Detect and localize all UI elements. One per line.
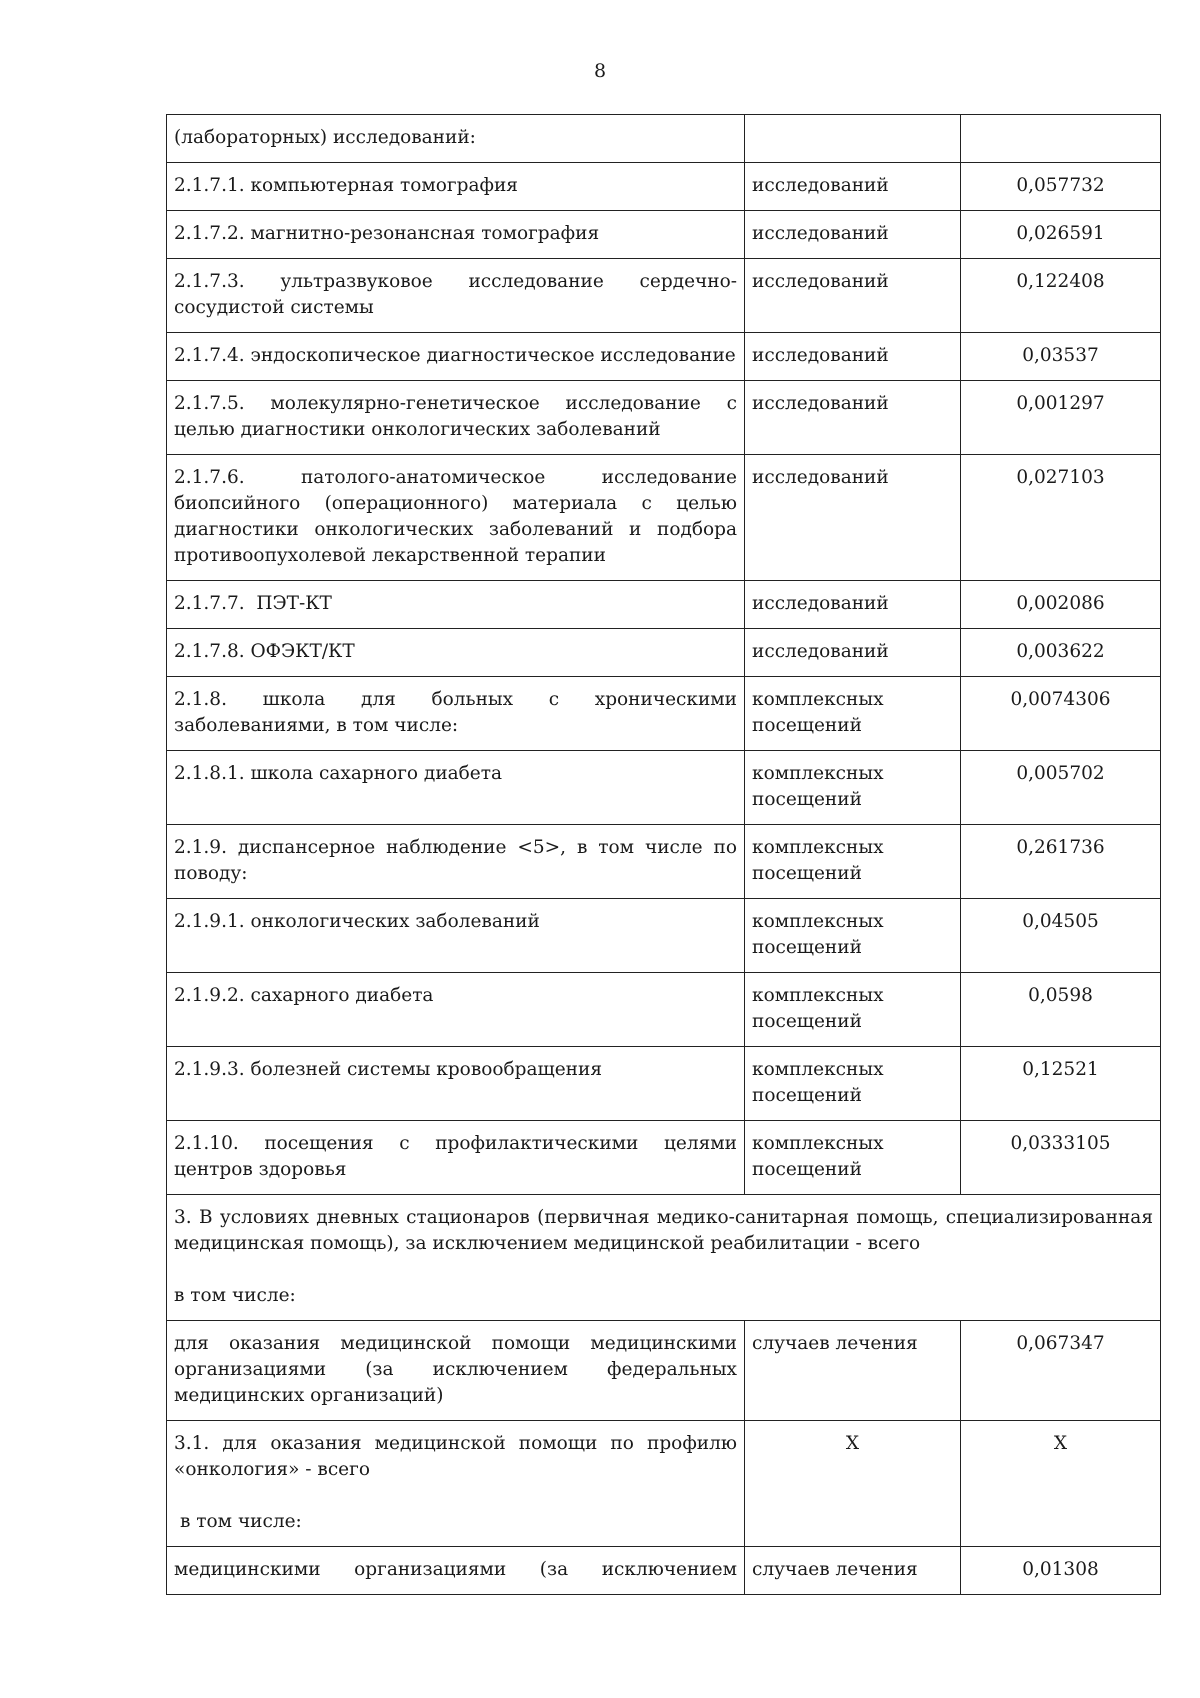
section-heading: 3. В условиях дневных стационаров (первичная медико-санитарная помощь, специализированная медицинская помощь), за исключением медицинской реабилитации - всего — [174, 1207, 1153, 1254]
row-name: 2.1.7.2. магнитно-резонансная томография — [167, 211, 745, 259]
row-name-cell — [167, 1421, 745, 1547]
table-row — [167, 677, 1161, 751]
section-subheading: в том числе: — [174, 1285, 296, 1306]
indicators-table — [166, 114, 1161, 1595]
table-row — [167, 751, 1161, 825]
table-row — [167, 333, 1161, 381]
row-unit: комплексных посещений — [745, 677, 961, 751]
row-value — [961, 115, 1161, 163]
table-row — [167, 581, 1161, 629]
section-heading-cell — [167, 1195, 1161, 1321]
row-value: 0,003622 — [961, 629, 1161, 677]
table-row — [167, 455, 1161, 581]
row-unit: исследований — [745, 259, 961, 333]
row-value: 0,057732 — [961, 163, 1161, 211]
row-name: 2.1.9.2. сахарного диабета — [167, 973, 745, 1047]
row-value: Х — [961, 1421, 1161, 1547]
row-name: 2.1.7.1. компьютерная томография — [167, 163, 745, 211]
row-unit: комплексных посещений — [745, 751, 961, 825]
row-value: 0,03537 — [961, 333, 1161, 381]
row-name: (лабораторных) исследований: — [167, 115, 745, 163]
row-value: 0,027103 — [961, 455, 1161, 581]
row-name: 2.1.10. посещения с профилактическими целями центров здоровья — [167, 1121, 745, 1195]
row-name: 2.1.7.7. ПЭТ-КТ — [167, 581, 745, 629]
row-subheading: в том числе: — [180, 1511, 302, 1532]
row-name: 2.1.7.6. патолого-анатомическое исследование биопсийного (операционного) материала с целью диагностики онкологических заболеваний и подбора противоопухолевой лекарственной терапии — [167, 455, 745, 581]
row-name: 2.1.8.1. школа сахарного диабета — [167, 751, 745, 825]
table-row — [167, 1047, 1161, 1121]
row-unit: исследований — [745, 381, 961, 455]
row-value: 0,001297 — [961, 381, 1161, 455]
row-unit: комплексных посещений — [745, 1121, 961, 1195]
row-unit: комплексных посещений — [745, 1047, 961, 1121]
row-value: 0,01308 — [961, 1547, 1161, 1595]
table-row — [167, 899, 1161, 973]
row-name: 2.1.7.3. ультразвуковое исследование сердечно-сосудистой системы — [167, 259, 745, 333]
row-value: 0,026591 — [961, 211, 1161, 259]
row-name: 2.1.7.5. молекулярно-генетическое исследование с целью диагностики онкологических заболеваний — [167, 381, 745, 455]
row-name: 2.1.8. школа для больных с хроническими заболеваниями, в том числе: — [167, 677, 745, 751]
table-row — [167, 825, 1161, 899]
row-unit: комплексных посещений — [745, 899, 961, 973]
row-name: 3.1. для оказания медицинской помощи по профилю «онкология» - всего — [174, 1433, 737, 1480]
row-name: для оказания медицинской помощи медицинскими организациями (за исключением федеральных медицинских организаций) — [167, 1321, 745, 1421]
row-unit: исследований — [745, 163, 961, 211]
table-row — [167, 211, 1161, 259]
row-unit: случаев лечения — [745, 1547, 961, 1595]
table-row — [167, 1321, 1161, 1421]
table-row — [167, 259, 1161, 333]
row-unit: исследований — [745, 581, 961, 629]
table-row — [167, 629, 1161, 677]
section-row — [167, 1195, 1161, 1321]
row-unit: Х — [745, 1421, 961, 1547]
row-unit: исследований — [745, 629, 961, 677]
row-unit: случаев лечения — [745, 1321, 961, 1421]
row-value: 0,067347 — [961, 1321, 1161, 1421]
row-value: 0,002086 — [961, 581, 1161, 629]
row-name: медицинскими организациями (за исключением — [167, 1547, 745, 1595]
table-row — [167, 1121, 1161, 1195]
row-name: 2.1.7.8. ОФЭКТ/КТ — [167, 629, 745, 677]
row-value: 0,0333105 — [961, 1121, 1161, 1195]
row-unit: исследований — [745, 455, 961, 581]
row-value: 0,0598 — [961, 973, 1161, 1047]
row-value: 0,0074306 — [961, 677, 1161, 751]
row-value: 0,122408 — [961, 259, 1161, 333]
table-row — [167, 1421, 1161, 1547]
row-unit: исследований — [745, 211, 961, 259]
row-name: 2.1.7.4. эндоскопическое диагностическое исследование — [167, 333, 745, 381]
row-unit: комплексных посещений — [745, 973, 961, 1047]
row-name: 2.1.9.3. болезней системы кровообращения — [167, 1047, 745, 1121]
table-row — [167, 973, 1161, 1047]
table-row — [167, 163, 1161, 211]
row-unit: комплексных посещений — [745, 825, 961, 899]
row-name: 2.1.9. диспансерное наблюдение <5>, в том числе по поводу: — [167, 825, 745, 899]
row-value: 0,005702 — [961, 751, 1161, 825]
row-value: 0,12521 — [961, 1047, 1161, 1121]
table-row — [167, 381, 1161, 455]
table-row — [167, 115, 1161, 163]
page-number: 8 — [593, 60, 607, 82]
row-value: 0,261736 — [961, 825, 1161, 899]
row-value: 0,04505 — [961, 899, 1161, 973]
row-unit — [745, 115, 961, 163]
row-unit: исследований — [745, 333, 961, 381]
table-row — [167, 1547, 1161, 1595]
row-name: 2.1.9.1. онкологических заболеваний — [167, 899, 745, 973]
